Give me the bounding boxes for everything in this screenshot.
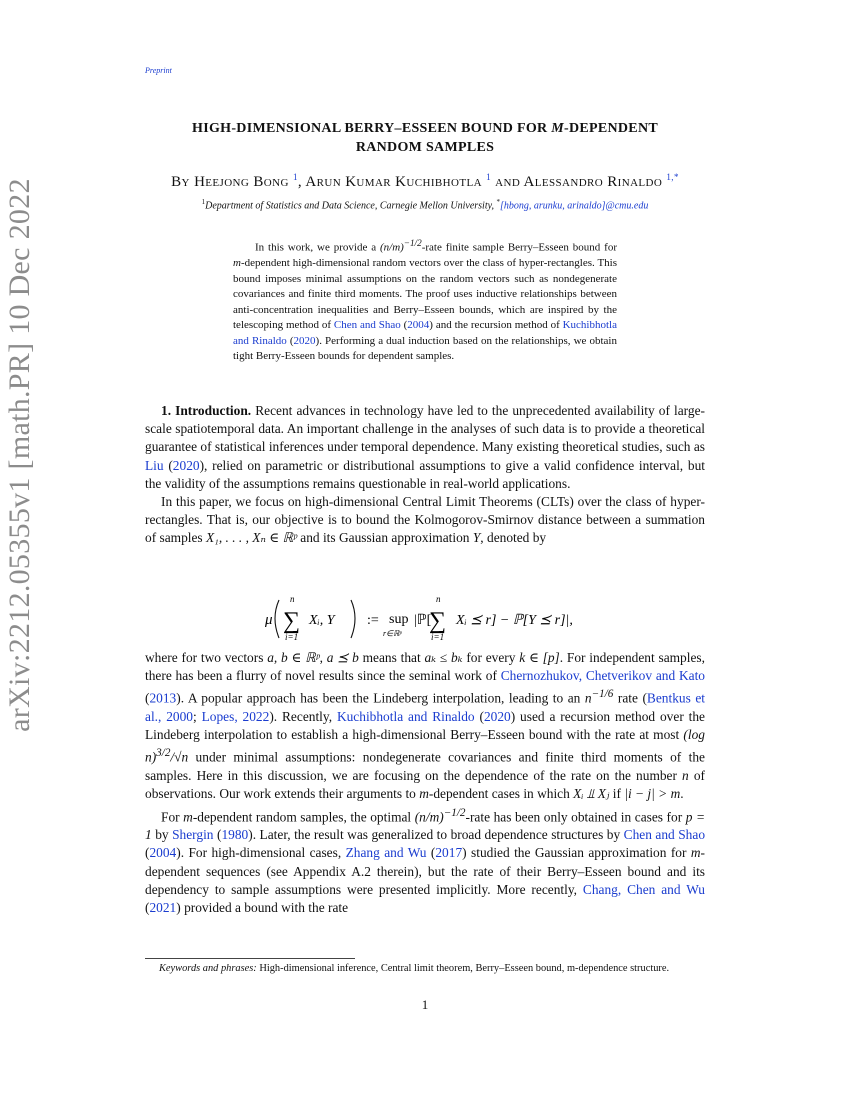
citation-link[interactable]: Chen and Shao — [333, 319, 401, 332]
equation-graphic — [145, 592, 705, 644]
keywords-text: High-dimensional inference, Central limit theorem, Berry–Esseen bound, m-dependence structure. — [256, 963, 670, 974]
affiliation-text: Department of Statistics and Data Science, Carnegie Mellon University, — [205, 200, 497, 212]
citation-link[interactable]: Bentkus et al., 2000 — [145, 690, 705, 725]
citation-link[interactable]: Chang, Chen and Wu — [582, 881, 705, 897]
abstract — [233, 236, 617, 365]
citation-link[interactable]: Zhang and Wu — [345, 845, 427, 861]
eq-rhs-rest: Xᵢ ⪯ r] − ℙ[Y ⪯ r]|, — [456, 613, 573, 628]
arxiv-identifier-watermark: arXiv:2212.05355v1 [math.PR] 10 Dec 2022 — [3, 178, 36, 732]
author-name: Arun Kumar Kuchibhotla — [305, 174, 482, 190]
author-list — [130, 172, 720, 191]
citation-year-link[interactable]: 2004 — [407, 319, 430, 332]
abstract-paragraph: In this work, we provide a $(n/m)^{-1/2}$-rate finite sample Berry–Esseen bound for m-dependent high-dimensional random vectors over the class of hyper-rectangles. This bound imposes minimal assumptions on the random vectors such as nondegenerate covariances and finite third moments. The proof uses inductive relationships between anti-concentration inequalities and Berry–Esseen bounds, which are inspired by the telescoping method of Chen and Shao (2004) and the recursion method of Kuchibhotla and Rinaldo (2020). Performing a dual induction based on the relationships, we obtain tight Berry-Esseen bounds for dependent samples. — [233, 238, 617, 363]
citation-year-link[interactable]: 2020 — [172, 457, 200, 473]
email-superscript: * — [496, 198, 500, 206]
citation-link[interactable]: Shergin — [172, 827, 214, 843]
author-affil-link[interactable]: 1,* — [666, 172, 679, 182]
author-separator: and — [490, 174, 524, 190]
display-equation — [145, 592, 705, 644]
citation-year-link[interactable]: 2017 — [435, 845, 463, 861]
eq-sum-sign: ∑ — [283, 608, 301, 634]
intro-paragraph-4: For m-dependent random samples, the optimal $(n/m)^{-1/2}$-rate has been only obtained in cases for p = 1 by Shergin (1980). Later, the result was generalized to broad dependence structures by Chen and Shao (2004). For high-dimensional cases, Zhang and Wu (2017) studied the Gaussian approximation for m-dependent sequences (see Appendix A.2 therein), but the rate of their Berry–Esseen bound and its dependency to sample assumptions were presented implicitly. More recently, Chang, Chen and Wu (2021) provided a bound with the rate — [145, 806, 706, 916]
author-affil-link[interactable]: 1 — [486, 172, 491, 182]
citation-link[interactable]: Chernozhukov, Chetverikov and Kato — [500, 668, 705, 684]
footnote-divider — [145, 958, 355, 959]
keywords-label: Keywords and phrases: — [159, 963, 257, 974]
eq-defeq: := — [367, 613, 379, 628]
intro-paragraph-3: where for two vectors a, b ∈ ℝᵖ, a ⪯ b means that aₖ ≤ bₖ for every k ∈ [p]. For independent samples, there has been a flurry of novel results since the seminal work of Chernozhukov, Chetverikov and Kato (2013). A popular approach has been the Lindeberg interpolation, leading to an $n^{-1/6}$ rate (Bentkus et al., 2000; Lopes, 2022). Recently, Kuchibhotla and Rinaldo (2020) used a recursion method over the Lindeberg interpolation to establish a high-dimensional Berry–Esseen bound with the rate at most (log n)$^{3/2}$/√n under minimal assumptions: nondegenerate covariances and finite third moments of the samples. Here in this discussion, we are focusing on the dependence of the rate on the number n of observations. Our work extends their arguments to m-dependent cases in which Xᵢ ⫫ Xⱼ if |i − j| > m. — [145, 650, 705, 802]
affiliation — [120, 198, 730, 211]
title-math-m: M — [551, 121, 564, 136]
citation-year-link[interactable]: 1980 — [221, 827, 249, 843]
affil-superscript: 1 — [201, 198, 206, 206]
page-number: 1 — [421, 997, 429, 1012]
citation-year-link[interactable]: 2020 — [483, 709, 511, 725]
eq-sum2-upper: n — [436, 594, 441, 604]
eq-mu: μ — [265, 612, 273, 628]
eq-sup: sup — [389, 612, 409, 627]
intro-section-part2 — [145, 649, 705, 917]
eq-sum2-sign: ∑ — [429, 608, 447, 634]
eq-sup-sub: r∈ℝᵖ — [383, 629, 402, 638]
eq-args: Xᵢ, Y — [309, 613, 335, 628]
preprint-label[interactable]: Preprint — [145, 66, 172, 75]
author-name: Heejong Bong — [194, 174, 289, 190]
citation-link[interactable]: Kuchibhotla and Rinaldo — [233, 319, 617, 347]
citation-year-link[interactable]: 2013 — [149, 690, 177, 706]
citation-year-link[interactable]: 2004 — [149, 845, 177, 861]
citation-year-link[interactable]: 2021 — [149, 900, 177, 916]
author-separator: , — [297, 174, 306, 190]
title-text-a: HIGH-DIMENSIONAL BERRY–ESSEEN BOUND FOR — [192, 121, 552, 136]
author-name: Alessandro Rinaldo — [523, 174, 663, 190]
eq-sum-upper: n — [290, 594, 295, 604]
author-affil-link[interactable]: 1 — [293, 172, 298, 182]
title-text-line2: RANDOM SAMPLES — [355, 140, 495, 155]
eq-sum2-lower: i=1 — [431, 632, 445, 642]
eq-sum-lower: i=1 — [285, 632, 299, 642]
keywords-footnote — [145, 962, 705, 976]
section-heading: 1. Introduction. — [161, 403, 252, 418]
title-text-b: -DEPENDENT — [563, 121, 658, 136]
intro-paragraph-1: 1. Introduction. Recent advances in technology have led to the unprecedented availability of large-scale spatiotemporal data. An important challenge in the analyses of such data is to provide a theoretical guarantee of statistical inferences under temporal dependence. Many existing theoretical studies, such as Liu (2020), relied on parametric or distributional assumptions to give a valid confidence interval, but the validity of the assumptions remains questionable in real-world applications. — [145, 403, 705, 491]
email-link[interactable]: [hbong, arunku, arinaldo]@cmu.edu — [499, 200, 649, 212]
citation-link[interactable]: Chen and Shao — [623, 827, 706, 843]
intro-paragraph-2: In this paper, we focus on high-dimensional Central Limit Theorems (CLTs) over the class of hyper-rectangles. That is, our objective is to bound the Kolmogorov-Smirnov distance between a summation of samples X₁, . . . , Xₙ ∈ ℝᵖ and its Gaussian approximation Y, denoted by — [145, 494, 705, 546]
citation-year-link[interactable]: 2020 — [293, 334, 316, 347]
by-label: By — [171, 174, 195, 190]
paper-title — [145, 119, 705, 157]
citation-link[interactable]: Kuchibhotla and Rinaldo — [336, 709, 475, 725]
intro-section-part1 — [145, 402, 705, 548]
citation-link[interactable]: Lopes, 2022 — [201, 709, 270, 725]
eq-rhs-open: |ℙ[ — [414, 613, 432, 628]
citation-link[interactable]: Liu — [145, 457, 164, 473]
